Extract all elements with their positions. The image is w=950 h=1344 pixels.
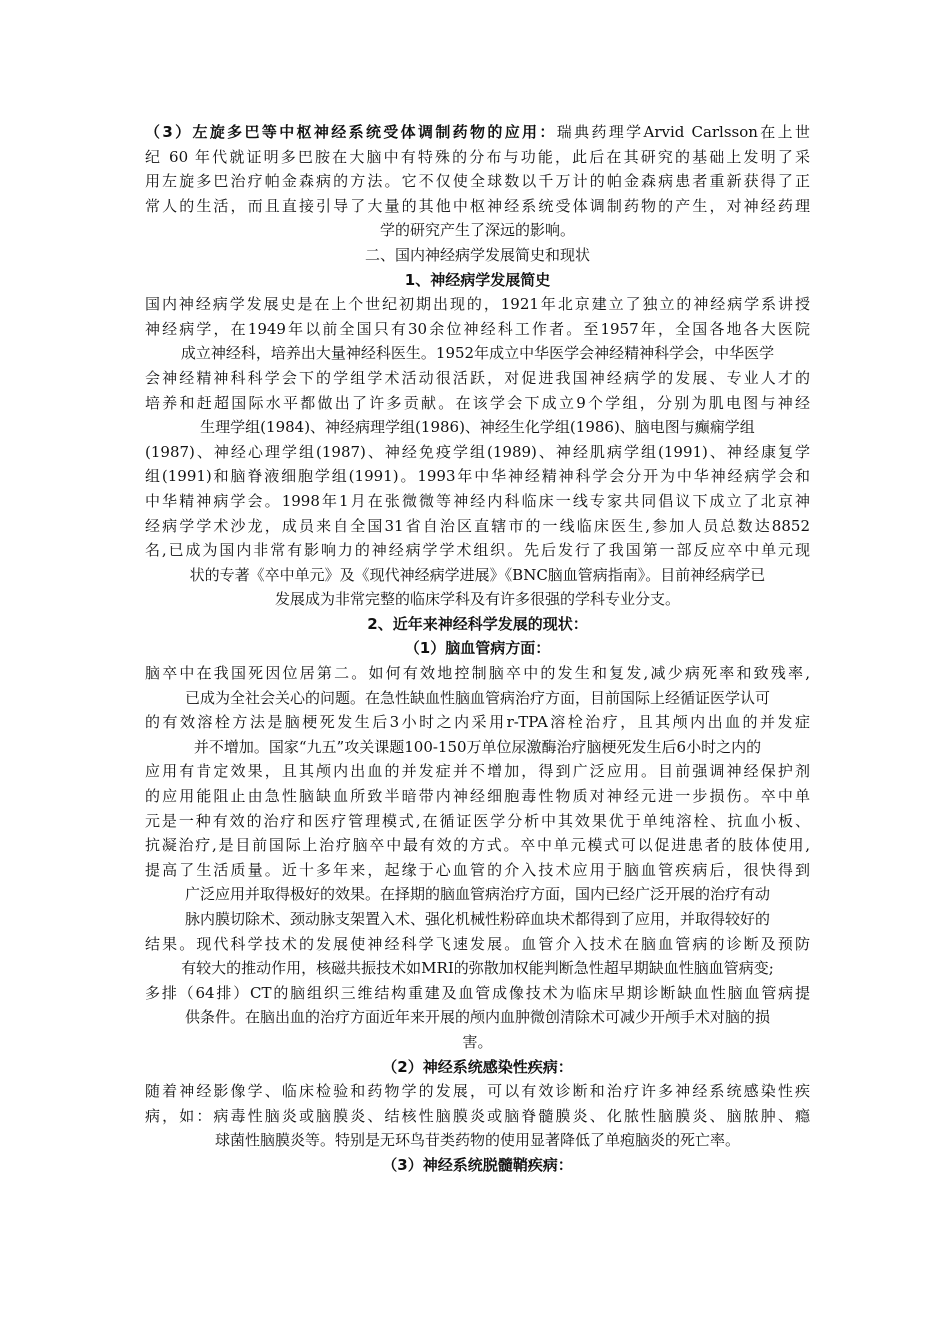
document-page — [145, 120, 810, 1178]
paragraph-line: 结果。现代科学技术的发展使神经科学飞速发展。血管介入技术在脑血管病的诊断及预防 — [145, 934, 810, 953]
part-title: （2）神经系统感染性疾病： — [382, 1057, 573, 1076]
intro-line-1 — [145, 120, 810, 145]
paragraph-line: 成立神经科，培养出大量神经科医生。1952年成立中华医学会神经精神科学会，中华医学 — [180, 344, 775, 363]
paragraph-line: 培养和赶超国际水平都做出了许多贡献。在该学会下成立9个学组，分别为肌电图与神经 — [145, 393, 810, 412]
section-title: 二、国内神经病学发展简史和现状 — [364, 245, 590, 264]
paragraph-line: 生理学组(1984)、神经病理学组(1986)、神经生化学组(1986)、脑电图与癫痫学组 — [200, 418, 755, 437]
paragraph-line: 供条件。在脑出血的治疗方面近年来开展的颅内血肿微创清除术可减少开颅手术对脑的损 — [184, 1008, 770, 1027]
intro-text: 瑞典药理学Arvid Carlsson在上世 — [556, 123, 810, 141]
infection-paragraph — [145, 1079, 810, 1153]
paragraph-line: 国内神经病学发展史是在上个世纪初期出现的，1921年北京建立了独立的神经病学系讲授 — [145, 295, 810, 314]
paragraph-line: 有较大的推动作用，核磁共振技术如MRI的弥散加权能判断急性超早期缺血性脑血管病变; — [181, 959, 774, 978]
intro-line: 纪 60 年代就证明多巴胺在大脑中有特殊的分布与功能，此后在其研究的基础上发明了采 — [145, 147, 810, 166]
subsection-title: 1、神经病学发展简史 — [404, 270, 551, 289]
part-title: （1）脑血管病方面： — [404, 639, 551, 658]
paragraph-line: 经病学学术沙龙，成员来自全国31省自治区直辖市的一线临床医生,参加人员总数达8852 — [145, 516, 810, 535]
paragraph-line: 脑卒中在我国死因位居第二。如何有效地控制脑卒中的发生和复发,减少病死率和致残率, — [145, 664, 810, 683]
paragraph-line: 神经病学，在1949年以前全国只有30余位神经科工作者。至1957年，全国各地各大医院 — [145, 319, 810, 338]
paragraph-line: 球菌性脑膜炎等。特别是无环鸟苷类药物的使用显著降低了单疱脑炎的死亡率。 — [214, 1131, 740, 1150]
intro-line: 用左旋多巴治疗帕金森病的方法。它不仅使全球数以千万计的帕金森病患者重新获得了正 — [145, 172, 810, 191]
paragraph-line: 发展成为非常完整的临床学科及有许多很强的学科专业分支。 — [274, 590, 680, 609]
paragraph-line: 的有效溶栓方法是脑梗死发生后3小时之内采用r-TPA溶栓治疗，且其颅内出血的并发症 — [145, 713, 810, 732]
paragraph-line: 害。 — [462, 1032, 493, 1051]
intro-line: 常人的生活，而且直接引导了大量的其他中枢神经系统受体调制药物的产生，对神经药理 — [145, 196, 810, 215]
paragraph-line: 多排（64排）CT的脑组织三维结构重建及血管成像技术为临床早期诊断缺血性脑血管病提 — [145, 983, 810, 1002]
paragraph-line: 已成为全社会关心的问题。在急性缺血性脑血管病治疗方面，目前国际上经循证医学认可 — [184, 688, 770, 707]
paragraph-line: 状的专著《卒中单元》及《现代神经病学进展》《BNC脑血管病指南》。目前神经病学已 — [189, 565, 766, 584]
paragraph-line: 应用有肯定效果，且其颅内出血的并发症并不增加，得到广泛应用。目前强调神经保护剂 — [145, 762, 810, 781]
paragraph-line: (1987)、神经心理学组(1987)、神经免疫学组(1989)、神经肌病学组(1991)、神经康复学 — [145, 442, 810, 461]
paragraph-line: 并不增加。国家“九五”攻关课题100-150万单位尿激酶治疗脑梗死发生后6小时之内的 — [193, 737, 762, 756]
intro-heading: （3）左旋多巴等中枢神经系统受体调制药物的应用： — [145, 123, 557, 141]
part-title: （3）神经系统脱髓鞘疾病： — [382, 1155, 573, 1174]
history-paragraph — [145, 292, 810, 612]
paragraph-line: 提高了生活质量。近十多年来，起缘于心血管的介入技术应用于脑血管疾病后，很快得到 — [145, 860, 810, 879]
subsection-title: 2、近年来神经科学发展的现状： — [367, 614, 588, 633]
paragraph-line: 脉内膜切除术、颈动脉支架置入术、强化机械性粉碎血块术都得到了应用，并取得较好的 — [184, 910, 770, 928]
paragraph-line: 抗凝治疗,是目前国际上治疗脑卒中最有效的方式。卒中单元模式可以促进患者的肢体使用, — [145, 836, 810, 855]
paragraph-line: 会神经精神科科学会下的学组学术活动很活跃，对促进我国神经病学的发展、专业人才的 — [145, 368, 810, 387]
intro-paragraph — [145, 120, 810, 243]
paragraph-line: 病，如：病毒性脑炎或脑膜炎、结核性脑膜炎或脑脊髓膜炎、化脓性脑膜炎、脑脓肿、瘾 — [145, 1106, 810, 1125]
paragraph-line: 的应用能阻止由急性脑缺血所致半暗带内神经细胞毒性物质对神经元进一步损伤。卒中单 — [145, 787, 810, 806]
paragraph-line: 随着神经影像学、临床检验和药物学的发展，可以有效诊断和治疗许多神经系统感染性疾 — [145, 1082, 810, 1101]
paragraph-line: 名,已成为国内非常有影响力的神经病学学术组织。先后发行了我国第一部反应卒中单元现 — [145, 541, 810, 560]
paragraph-line: 组(1991)和脑脊液细胞学组(1991)。1993年中华神经精神科学会分开为中华神经病学会和 — [145, 467, 810, 486]
paragraph-line: 中华精神病学会。1998年1月在张微微等神经内科临床一线专家共同倡议下成立了北京神 — [145, 491, 810, 510]
paragraph-line: 元是一种有效的治疗和医疗管理模式,在循证医学分析中其效果优于单纯溶栓、抗血小板、 — [145, 811, 810, 830]
intro-line: 学的研究产生了深远的影响。 — [379, 221, 575, 240]
cerebrovascular-paragraph — [145, 661, 810, 1055]
paragraph-line: 广泛应用并取得极好的效果。在择期的脑血管病治疗方面，国内已经广泛开展的治疗有动 — [184, 885, 770, 904]
